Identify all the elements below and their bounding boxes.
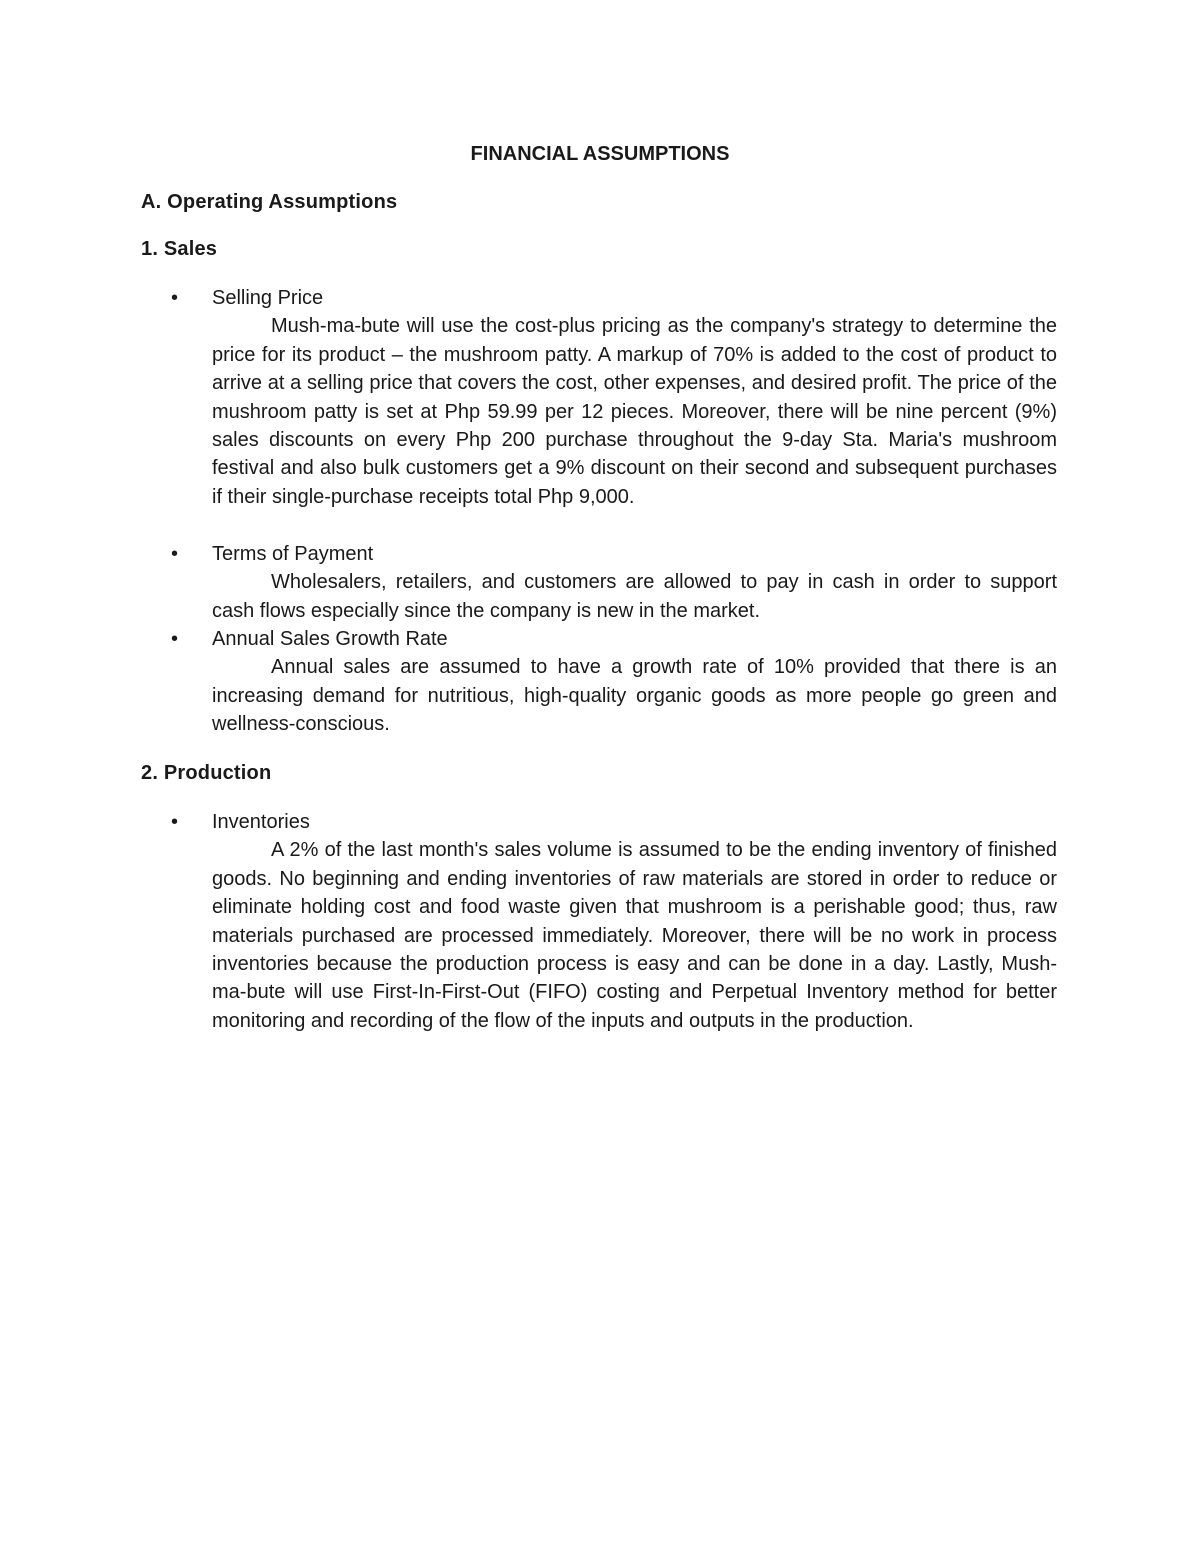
bullet-icon: • (171, 628, 179, 650)
subsection-heading-production: 2. Production (141, 762, 272, 784)
document-title: FINANCIAL ASSUMPTIONS (470, 143, 730, 165)
list-item-terms-of-payment (141, 540, 1057, 625)
bullet-icon: • (171, 811, 179, 833)
item-label: Annual Sales Growth Rate (212, 628, 448, 650)
item-paragraph: Wholesalers, retailers, and customers are allowed to pay in cash in order to support cash flows especially since the company is new in the market. (212, 571, 1057, 622)
list-item-inventories (141, 808, 1057, 1035)
item-paragraph: Annual sales are assumed to have a growth rate of 10% provided that there is an increasing demand for nutritious, high-quality organic goods as more people go green and wellness-conscious. (212, 656, 1057, 736)
item-label: Inventories (212, 811, 310, 833)
section-heading-operating-assumptions: A. Operating Assumptions (141, 191, 398, 213)
bullet-icon: • (171, 543, 179, 565)
item-paragraph: A 2% of the last month's sales volume is assumed to be the ending inventory of finished goods. No beginning and ending inventories of raw materials are stored in order to reduce or eliminate holding cost and food waste given that mushroom is a perishable good; thus, raw materials purchased are processed immediately. Moreover, there will be no work in process inventories because the production process is easy and can be done in a day. Lastly, Mush-ma-bute will use First-In-First-Out (FIFO) costing and Perpetual Inventory method for better monitoring and recording of the flow of the inputs and outputs in the production. (212, 839, 1057, 1032)
item-paragraph: Mush-ma-bute will use the cost-plus pricing as the company's strategy to determine the price for its product – the mushroom patty. A markup of 70% is added to the cost of product to arrive at a selling price that covers the cost, other expenses, and desired profit. The price of the mushroom patty is set at Php 59.99 per 12 pieces. Moreover, there will be nine percent (9%) sales discounts on every Php 200 purchase throughout the 9-day Sta. Maria's mushroom festival and also bulk customers get a 9% discount on their second and subsequent purchases if their single-purchase receipts total Php 9,000. (212, 315, 1057, 508)
subsection-heading-sales: 1. Sales (141, 238, 218, 260)
item-label: Terms of Payment (212, 543, 374, 565)
bullet-icon: • (171, 287, 179, 309)
list-item-selling-price (141, 284, 1057, 511)
item-label: Selling Price (212, 287, 324, 309)
list-item-annual-sales-growth-rate (141, 625, 1057, 739)
